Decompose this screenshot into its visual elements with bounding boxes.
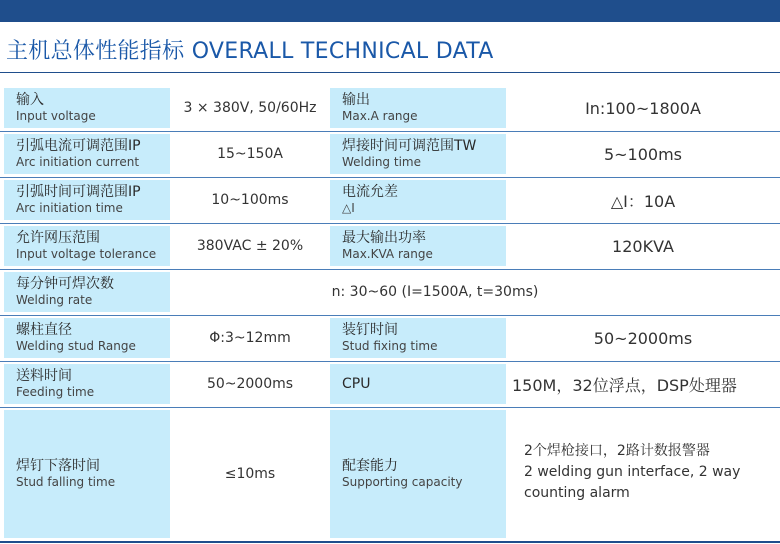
label-en: △I: [342, 201, 355, 215]
supporting-capacity-line: 2 welding gun interface, 2 way: [524, 464, 741, 480]
label-zh: 电流允差: [342, 184, 398, 200]
label-arc-initiation-current: [4, 134, 170, 174]
label-zh: 引弧电流可调范围IP: [16, 138, 141, 154]
value-cpu: 150M，32位浮点，DSP处理器: [512, 375, 737, 395]
label-output: [330, 88, 506, 128]
label-en: Max.A range: [342, 109, 418, 123]
label-en: Input voltage tolerance: [16, 247, 157, 261]
value-welding-time: 5~100ms: [603, 144, 683, 164]
row-divider: [0, 269, 780, 270]
page-title: 主机总体性能指标 OVERALL TECHNICAL DATA: [6, 39, 494, 64]
label-zh: 配套能力: [342, 458, 398, 474]
value-input-voltage-tolerance: 380VAC ± 20%: [196, 238, 304, 254]
value-max-kva: 120KVA: [612, 236, 674, 256]
value-arc-initiation-current: 15~150A: [217, 146, 283, 162]
label-stud-fixing-time: [330, 318, 506, 358]
label-zh: 输出: [342, 92, 370, 108]
label-zh: 送料时间: [16, 368, 72, 384]
label-max-kva: [330, 226, 506, 266]
label-en: Arc initiation time: [16, 201, 123, 215]
label-welding-stud-range: [4, 318, 170, 358]
label-welding-time: [330, 134, 506, 174]
supporting-capacity-line: counting alarm: [524, 485, 630, 501]
label-input-voltage: [4, 88, 170, 128]
label-en: Welding rate: [16, 293, 93, 307]
label-zh: 输入: [16, 92, 44, 108]
supporting-capacity-line: 2个焊枪接口，2路计数报警器: [524, 443, 710, 459]
row-divider: [0, 315, 780, 316]
label-zh: 螺柱直径: [16, 322, 72, 338]
value-feeding-time: 50~2000ms: [206, 376, 294, 392]
label-en: Supporting capacity: [342, 475, 463, 489]
row-divider: [0, 131, 780, 132]
value-input-voltage: 3 × 380V, 50/60Hz: [183, 100, 317, 116]
label-current-tolerance: [330, 180, 506, 220]
label-zh: 焊钉下落时间: [16, 458, 100, 474]
value-output: In:100~1800A: [585, 98, 701, 118]
label-en: Stud falling time: [16, 475, 116, 489]
label-en: Welding time: [342, 155, 421, 169]
label-en: Welding stud Range: [16, 339, 136, 353]
value-arc-initiation-time: 10~100ms: [211, 192, 289, 208]
label-input-voltage-tolerance: [4, 226, 170, 266]
row-divider: [0, 407, 780, 408]
label-en: Stud fixing time: [342, 339, 438, 353]
value-welding-rate: n: 30~60 (I=1500A, t=30ms): [331, 284, 539, 300]
label-feeding-time: [4, 364, 170, 404]
row-divider: [0, 177, 780, 178]
label-zh: 每分钟可焊次数: [16, 276, 114, 292]
value-supporting-capacity: [524, 441, 774, 504]
label-cpu: [330, 364, 506, 404]
value-current-tolerance: △I：10A: [610, 191, 676, 211]
label-zh: 引弧时间可调范围IP: [16, 184, 141, 200]
label-supporting-capacity: [330, 410, 506, 538]
label-zh: 允许网压范围: [16, 230, 100, 246]
label-stud-falling-time: [4, 410, 170, 538]
value-stud-fixing-time: 50~2000ms: [593, 328, 693, 348]
label-en: Arc initiation current: [16, 155, 140, 169]
row-divider: [0, 223, 780, 224]
bottom-divider: [0, 541, 780, 543]
header-bar: [0, 0, 780, 22]
label-en: Input voltage: [16, 109, 96, 123]
row-divider: [0, 361, 780, 362]
label-zh: 焊接时间可调范围TW: [342, 138, 477, 154]
value-welding-stud-range: Φ:3~12mm: [209, 330, 291, 346]
label-zh: 最大输出功率: [342, 230, 426, 246]
value-stud-falling-time: ≤10ms: [224, 466, 276, 482]
label-arc-initiation-time: [4, 180, 170, 220]
label-en: Max.KVA range: [342, 247, 433, 261]
label-en: Feeding time: [16, 385, 95, 399]
label-welding-rate: [4, 272, 170, 312]
label-zh: 装钉时间: [342, 322, 398, 338]
title-divider: [0, 72, 780, 73]
label-en: CPU: [342, 375, 371, 392]
